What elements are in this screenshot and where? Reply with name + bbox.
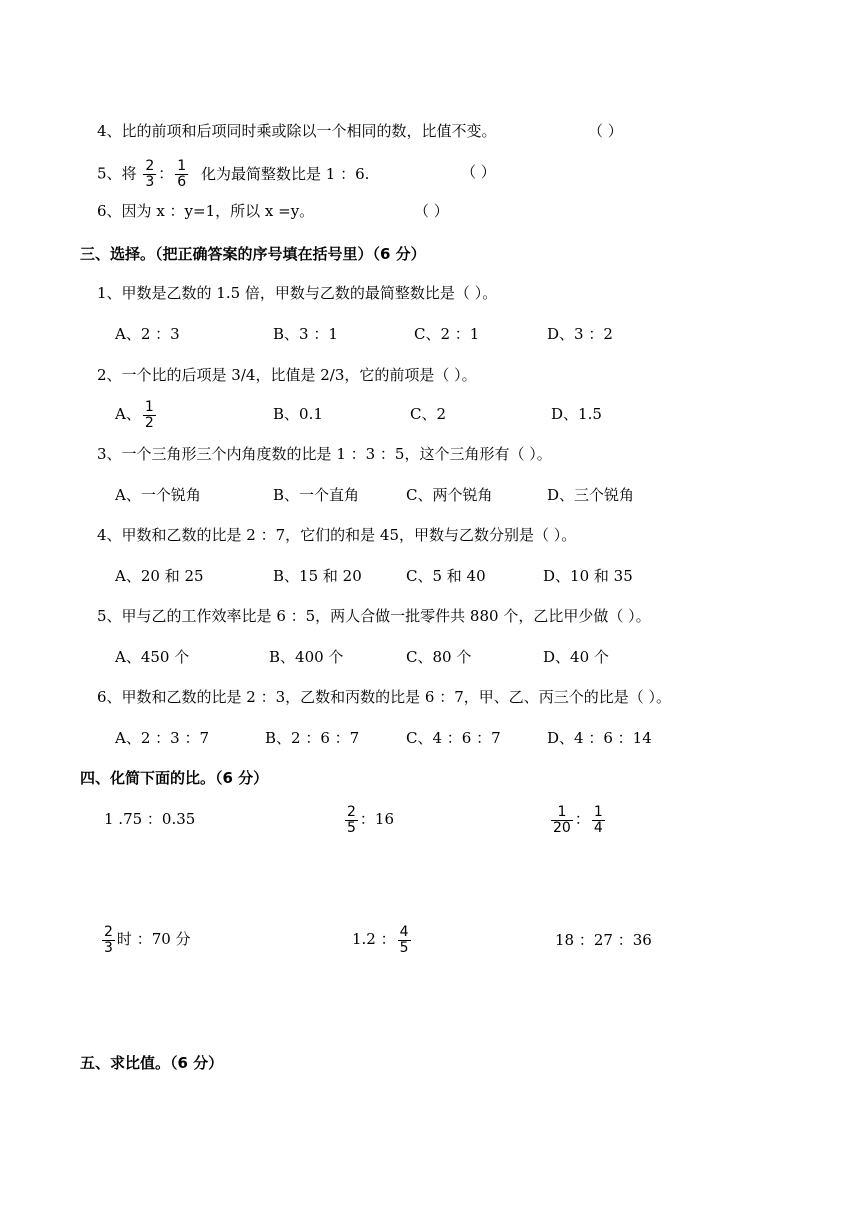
question-number: 6、: [97, 202, 122, 220]
question-3-2: 2、一个比的后项是 3/4，比值是 2/3，它的前项是（ ）。: [97, 366, 477, 384]
option-b: B、一个直角: [273, 486, 360, 504]
question-2-4: [97, 121, 497, 141]
option-d: D、1.5: [551, 405, 602, 423]
problem-6: 18 ：27 ：36: [555, 931, 652, 949]
colon: ：: [158, 164, 174, 183]
question-2-6: [97, 201, 314, 221]
section-4-title: 四、化简下面的比。（6 分）: [80, 769, 269, 787]
option-c: C、5 和 40: [406, 567, 486, 585]
option-a: A、一个锐角: [115, 486, 201, 504]
question-3-3: 3、一个三角形三个内角度数的比是 1 ：3 ：5，这个三角形有（ ）。: [97, 445, 552, 463]
question-text-rest: 化为最简整数比是 1 ：6.: [200, 164, 370, 183]
answer-paren-2-4: （ ）: [588, 122, 623, 140]
option-a: A、20 和 25: [115, 567, 204, 585]
option-c: C、2: [410, 405, 447, 423]
fraction-two-thirds: $\frac{2}{3}$: [104, 923, 113, 956]
fraction-two-thirds: $\frac{2}{3}$: [145, 158, 155, 190]
answer-paren-2-6: （ ）: [414, 202, 449, 220]
option-d: D、3 ：2: [547, 325, 613, 343]
option-d: D、三个锐角: [547, 486, 635, 504]
option-c: C、2 ：1: [414, 325, 480, 343]
option-a: A、450 个: [115, 648, 190, 666]
question-3-4: 4、甲数和乙数的比是 2 ：7，它们的和是 45，甲数与乙数分别是（ ）。: [97, 526, 577, 544]
problem-1: 1 .75 ：0.35: [104, 810, 196, 828]
option-a: A、2 ：3: [115, 325, 180, 343]
problem-4: $\frac{2}{3}$ 时 ：70 分: [104, 923, 191, 956]
question-text: 因为 x ：y=1，所以 x =y。: [121, 202, 315, 220]
answer-paren-2-5: （ ）: [461, 163, 496, 181]
option-c: C、两个锐角: [406, 486, 493, 504]
question-text: 比的前项和后项同时乘或除以一个相同的数，比值不变。: [121, 122, 497, 140]
question-number: 5、: [97, 164, 122, 183]
section-5-title: 五、求比值。（6 分）: [80, 1054, 224, 1072]
option-b: B、400 个: [269, 648, 344, 666]
option-b: B、3 ：1: [273, 325, 338, 343]
fraction-one-half: $\frac{1}{2}$: [144, 398, 154, 431]
question-number: 4、: [97, 122, 122, 140]
option-d: D、40 个: [543, 648, 609, 666]
option-a: A、2 ：3 ：7: [115, 729, 209, 747]
problem-2: $\frac{2}{5}$ ：16: [347, 803, 395, 836]
fraction-one-twentieth: $\frac{1}{20}$: [553, 803, 571, 836]
option-c: C、80 个: [406, 648, 472, 666]
option-d: D、4 ：6 ：14: [547, 729, 652, 747]
question-3-6: 6、甲数和乙数的比是 2 ：3，乙数和丙数的比是 6 ：7，甲、乙、丙三个的比是（ ）。: [97, 688, 672, 706]
fraction-one-quarter: $\frac{1}{4}$: [593, 803, 603, 836]
problem-3: $\frac{1}{20}$ ： $\frac{1}{4}$: [553, 803, 603, 836]
option-b: B、15 和 20: [273, 567, 362, 585]
fraction-four-fifths: $\frac{4}{5}$: [399, 923, 409, 956]
option-b: B、0.1: [273, 405, 323, 423]
option-c: C、4 ：6 ：7: [406, 729, 501, 747]
question-2-5: [97, 159, 369, 190]
question-3-1: 1、甲数是乙数的 1.5 倍，甲数与乙数的最简整数比是（ ）。: [97, 284, 498, 302]
question-3-5: 5、甲与乙的工作效率比是 6 ：5，两人合做一批零件共 880 个，乙比甲少做（ ）。: [97, 607, 651, 625]
option-d: D、10 和 35: [543, 567, 633, 585]
option-a: A、 $\frac{1}{2}$: [115, 398, 154, 431]
section-3-title: 三、选择。（把正确答案的序号填在括号里）（6 分）: [80, 245, 426, 263]
fraction-two-fifths: $\frac{2}{5}$: [347, 803, 356, 836]
fraction-one-sixth: $\frac{1}{6}$: [177, 158, 187, 190]
question-text: 将: [121, 164, 137, 183]
problem-5: 1.2 ： $\frac{4}{5}$: [352, 923, 409, 956]
option-b: B、2 ：6 ：7: [265, 729, 360, 747]
